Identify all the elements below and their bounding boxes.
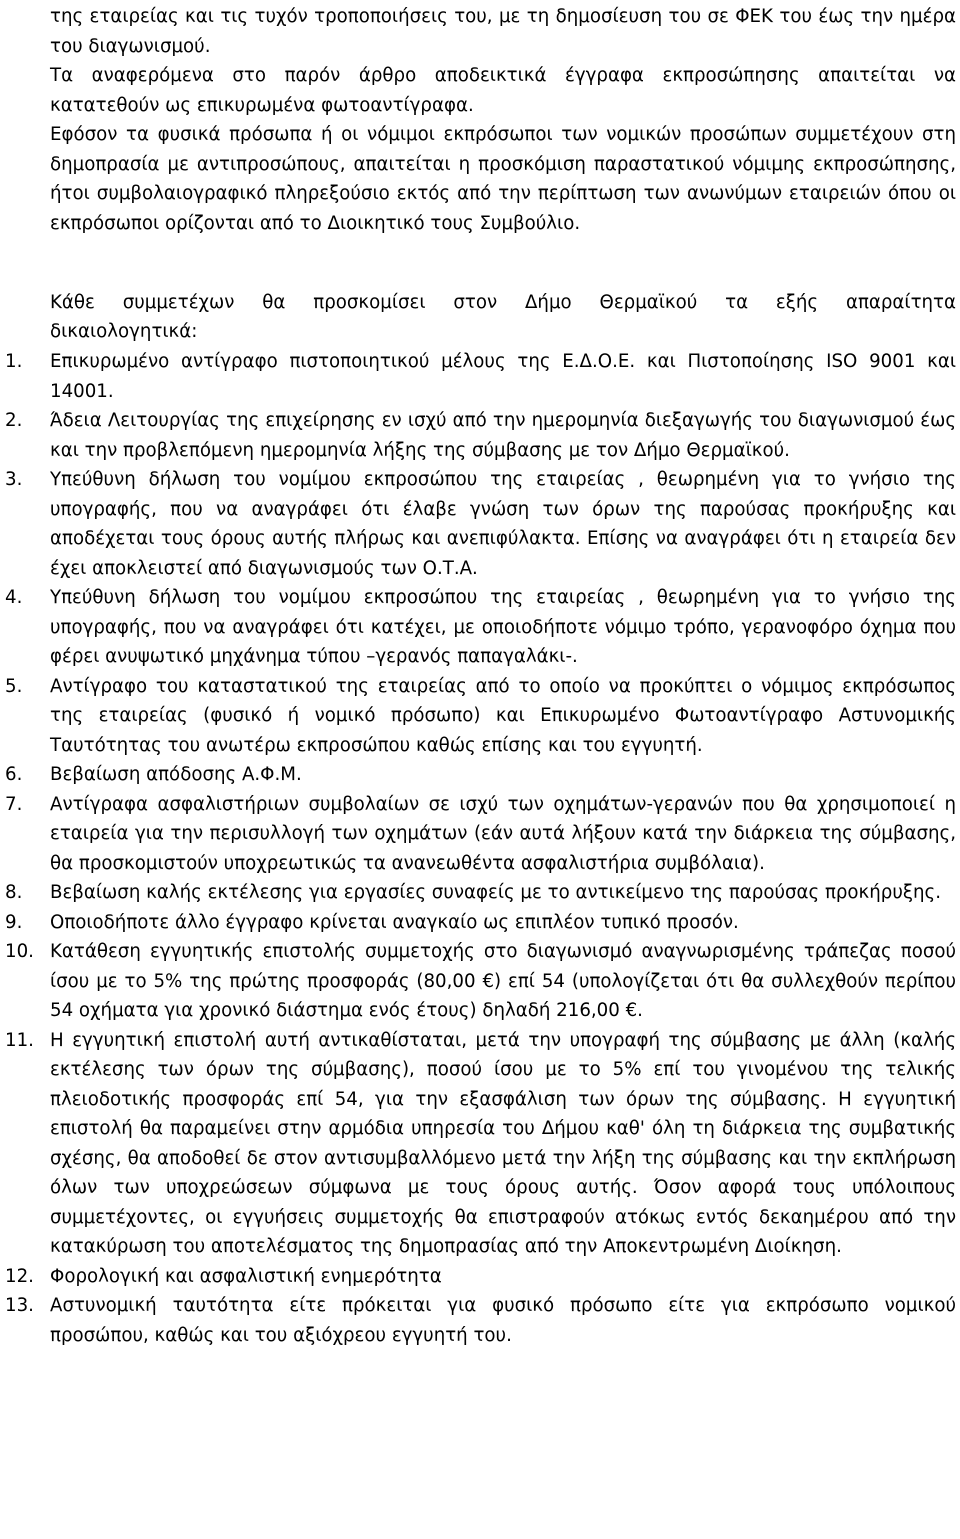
requirements-list: [0, 347, 956, 1350]
list-item: [0, 1291, 956, 1350]
list-item-text: Υπεύθυνη δήλωση του νομίμου εκπροσώπου της εταιρείας , θεωρημένη για το γνήσιο της υπογραφής, που να αναγράφει ότι έλαβε γνώση των όρων της παρούσας προκήρυξης και αποδέχεται τους όρους αυτής πλήρως και ανεπιφύλακτα. Επίσης να αναγράφει ότι η εταιρεία δεν έχει αποκλειστεί από διαγωνισμούς των Ο.Τ.Α.: [50, 469, 956, 579]
list-item-text: Επικυρωμένο αντίγραφο πιστοποιητικού μέλους της Ε.Δ.Ο.Ε. και Πιστοποίησης ISO 9001 και 14001.: [50, 351, 956, 402]
list-item-number: 3.: [5, 469, 23, 490]
list-item: [0, 937, 956, 1026]
list-item: [0, 908, 956, 938]
list-item-text: Υπεύθυνη δήλωση του νομίμου εκπροσώπου της εταιρείας , θεωρημένη για το γνήσιο της υπογραφής, που να αναγράφει ότι κατέχει, με οποιοδήποτε νόμιμο τρόπο, γερανοφόρο όχημα που φέρει ανυψωτικό μηχάνημα τύπου –γερανός παπαγαλάκι-.: [50, 587, 956, 667]
list-item: [0, 583, 956, 672]
list-item: [0, 1262, 956, 1292]
list-item-text: Αντίγραφο του καταστατικού της εταιρείας από το οποίο να προκύπτει ο νόμιμος εκπρόσωπος της εταιρείας (φυσικό ή νομικό πρόσωπο) και Επικυρωμένο Φωτοαντίγραφο Αστυνομικής Ταυτότητας του ανωτέρω εκπροσώπου καθώς επίσης και του εγγυητή.: [50, 675, 956, 756]
list-item-text: Φορολογική και ασφαλιστική ενημερότητα: [50, 1265, 442, 1287]
list-item-number: 10.: [5, 941, 34, 962]
list-item: [0, 347, 956, 406]
requirements-lead-line: Κάθε συμμετέχων θα προσκομίσει στον Δήμο Θερμαϊκού τα εξής απαραίτητα: [50, 292, 956, 313]
list-item-text: Οποιοδήποτε άλλο έγγραφο κρίνεται αναγκαίο ως επιπλέον τυπικό προσόν.: [50, 911, 739, 933]
list-item-text: Βεβαίωση καλής εκτέλεσης για εργασίες συναφείς με το αντικείμενο της παρούσας προκήρυξης.: [50, 882, 942, 903]
intro-paragraph-2: Τα αναφερόμενα στο παρόν άρθρο αποδεικτικά έγγραφα εκπροσώπησης απαιτείται να κατατεθούν ως επικυρωμένα φωτοαντίγραφα.: [50, 65, 956, 116]
intro-paragraph-1: της εταιρείας και τις τυχόν τροποποιήσεις του, με τη δημοσίευση του σε ΦΕΚ του έως την ημέρα του διαγωνισμού.: [50, 6, 956, 57]
list-item-number: 1.: [5, 351, 23, 372]
intro-paragraph-3: Εφόσον τα φυσικά πρόσωπα ή οι νόμιμοι εκπρόσωποι των νομικών προσώπων συμμετέχουν στη δημοπρασία με αντιπροσώπους, απαιτείται η προσκόμιση παραστατικού νόμιμης εκπροσώπησης, ήτοι συμβολαιογραφικό πληρεξούσιο εκτός από την περίπτωση των ανωνύμων εταιρειών όπου οι εκπρόσωποι ορίζονται από το Διοικητικό τους Συμβούλιο.: [50, 124, 956, 234]
list-item-text: Άδεια Λειτουργίας της επιχείρησης εν ισχύ από την ημερομηνία διεξαγωγής του διαγωνισμού έως και την προβλεπόμενη ημερομηνία λήξης της σύμβασης με τον Δήμο Θερμαϊκού.: [50, 410, 956, 461]
list-item-number: 9.: [5, 911, 23, 933]
list-item-text: Βεβαίωση απόδοσης Α.Φ.Μ.: [50, 764, 302, 785]
list-item-text: Αστυνομική ταυτότητα είτε πρόκειται για φυσικό πρόσωπο είτε για εκπρόσωπο νομικού προσώπου, καθώς και του αξιόχρεου εγγυητή του.: [50, 1295, 956, 1346]
list-item-number: 7.: [5, 793, 23, 815]
list-item-number: 2.: [5, 410, 23, 431]
list-item-text: Η εγγυητική επιστολή αυτή αντικαθίσταται, μετά την υπογραφή της σύμβασης με άλλη (καλής εκτέλεσης των όρων της σύμβασης), ποσού ίσου με το 5% επί του γινομένου της τελικής πλειοδοτικής προσφοράς επί 54, για την εξασφάλιση των όρων της σύμβασης. Η εγγυητική επιστολή θα παραμείνει στην αρμόδια υπηρεσία του Δήμου καθ' όλη τη διάρκεια της συμβατικής σχέσης, θα αποδοθεί δε στον αντισυμβαλλόμενο μετά την λήξη της σύμβασης και την εκπλήρωση όλων των υποχρεώσεων σύμφωνα με τους όρους αυτής. Όσον αφορά τους υπόλοιπους συμμετέχοντες, οι εγγυήσεις συμμετοχής θα επιστραφούν ατόκως εντός δεκαημέρου από την κατακύρωση του αποτελέσματος της δημοπρασίας από την Αποκεντρωμένη Διοίκηση.: [50, 1029, 956, 1257]
list-item-number: 8.: [5, 882, 23, 903]
list-item-text: Κατάθεση εγγυητικής επιστολής συμμετοχής στο διαγωνισμό αναγνωρισμένης τράπεζας ποσού ίσου με το 5% της πρώτης προσφοράς (80,00 €) επί 54 (υπολογίζεται ότι θα συλλεχθούν περίπου 54 οχήματα για χρονικό διάστημα ενός έτους) δηλαδή 216,00 €.: [50, 941, 956, 1021]
list-item-number: 12.: [5, 1265, 34, 1287]
list-item: [0, 465, 956, 583]
list-item-number: 4.: [5, 587, 23, 608]
list-item-number: 6.: [5, 764, 23, 785]
list-item: [0, 878, 956, 908]
list-item: [0, 760, 956, 790]
list-item: [0, 790, 956, 879]
list-item: [0, 406, 956, 465]
list-item-number: 5.: [5, 675, 23, 697]
list-item-text: Αντίγραφα ασφαλιστήριων συμβολαίων σε ισχύ των οχημάτων-γερανών που θα χρησιμοποιεί η εταιρεία για την περισυλλογή των οχημάτων (εάν αυτά λήξουν κατά την διάρκεια της σύμβασης, θα προσκομιστούν υποχρεωτικώς τα ανανεωθέντα ασφαλιστήρια συμβόλαια).: [50, 793, 956, 874]
requirements-lead-continuation: δικαιολογητικά:: [50, 321, 198, 342]
list-item-number: 13.: [5, 1295, 34, 1316]
list-item-number: 11.: [5, 1029, 34, 1051]
list-item: [0, 672, 956, 761]
list-item: [0, 1026, 956, 1262]
